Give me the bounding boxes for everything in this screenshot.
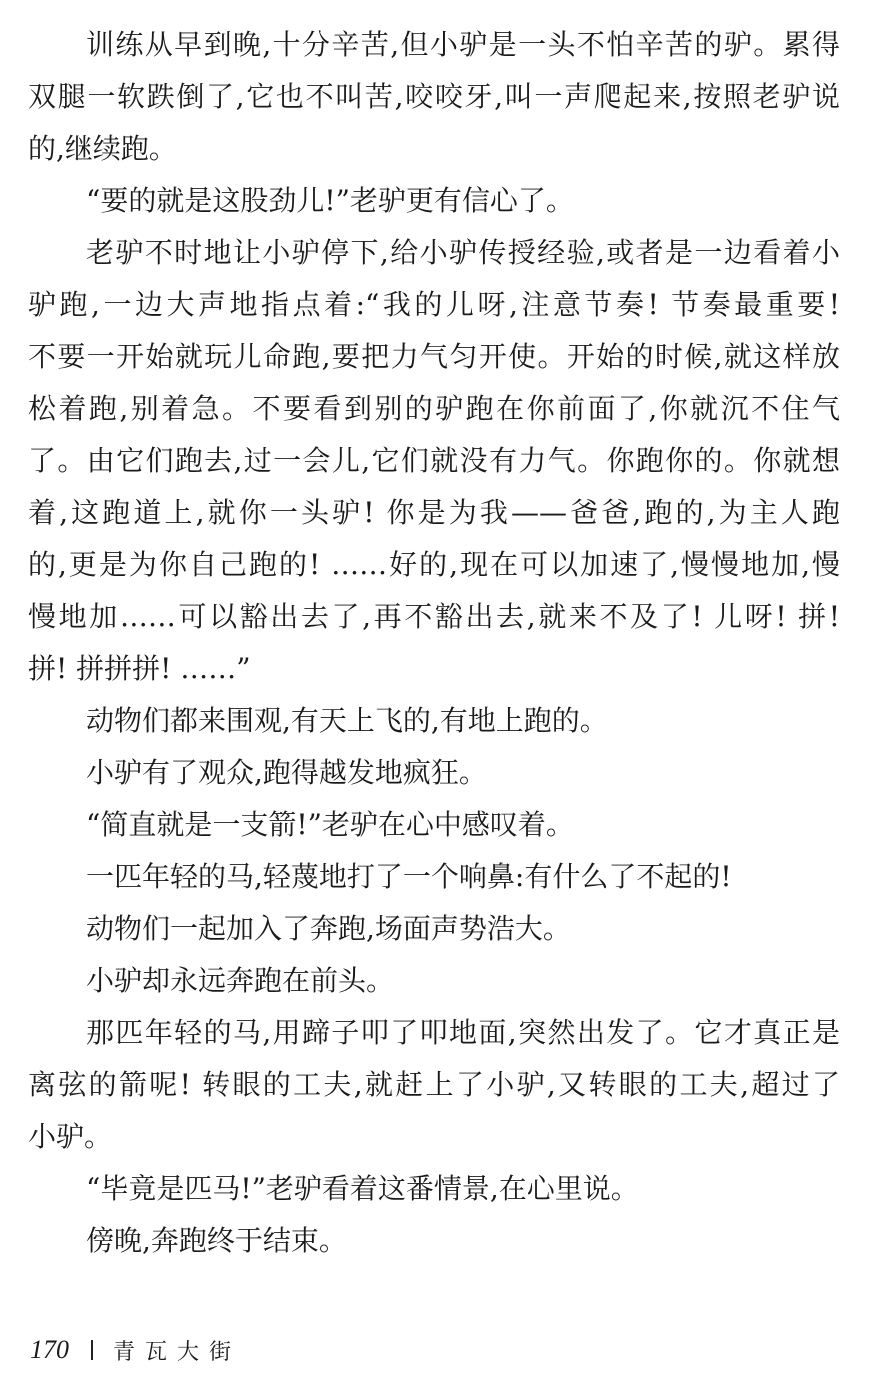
text-line: 拼! 拼拼拼! ……”	[28, 652, 251, 685]
text-line: 松着跑,别着急。不要看到别的驴跑在你前面了,你就沉不住气	[28, 392, 840, 425]
text-line: 了。由它们跑去,过一会儿,它们就没有力气。你跑你的。你就想	[28, 444, 840, 477]
text-line: 小驴却永远奔跑在前头。	[86, 964, 395, 997]
text-line: 离弦的箭呢! 转眼的工夫,就赶上了小驴,又转眼的工夫,超过了	[28, 1068, 840, 1101]
text-line: 训练从早到晚,十分辛苦,但小驴是一头不怕辛苦的驴。累得	[86, 28, 840, 61]
text-line: 小驴有了观众,跑得越发地疯狂。	[86, 756, 487, 789]
text-line: 不要一开始就玩儿命跑,要把力气匀开使。开始的时候,就这样放	[28, 340, 840, 373]
paragraph	[28, 695, 840, 747]
paragraph	[28, 1163, 840, 1215]
paragraph	[28, 1215, 840, 1267]
page-number: 170	[30, 1335, 69, 1364]
page-body	[28, 19, 840, 1267]
paragraph	[28, 227, 840, 695]
text-line: 傍晚,奔跑终于结束。	[86, 1224, 347, 1257]
paragraph	[28, 851, 840, 903]
paragraph	[28, 903, 840, 955]
text-line: 的,更是为你自己跑的! ……好的,现在可以加速了,慢慢地加,慢	[28, 548, 840, 581]
paragraph	[28, 747, 840, 799]
text-line: “简直就是一支箭!”老驴在心中感叹着。	[86, 808, 574, 841]
text-line: 慢地加……可以豁出去了,再不豁出去,就来不及了! 儿呀! 拼!	[28, 600, 840, 633]
text-line: 动物们都来围观,有天上飞的,有地上跑的。	[86, 704, 608, 737]
text-line: 一匹年轻的马,轻蔑地打了一个响鼻:有什么了不起的!	[86, 860, 732, 893]
paragraph	[28, 19, 840, 175]
text-line: 那匹年轻的马,用蹄子叩了叩地面,突然出发了。它才真正是	[86, 1016, 840, 1049]
paragraph	[28, 799, 840, 851]
footer-divider	[91, 1340, 93, 1360]
text-line: 动物们一起加入了奔跑,场面声势浩大。	[86, 912, 571, 945]
text-line: 的,继续跑。	[28, 132, 177, 165]
text-line: “毕竟是匹马!”老驴看着这番情景,在心里说。	[86, 1172, 639, 1205]
text-line: 着,这跑道上,就你一头驴! 你是为我——爸爸,跑的,为主人跑	[28, 496, 840, 529]
paragraph	[28, 175, 840, 227]
paragraph	[28, 955, 840, 1007]
page-footer	[30, 1332, 241, 1368]
text-line: 双腿一软跌倒了,它也不叫苦,咬咬牙,叫一声爬起来,按照老驴说	[28, 80, 840, 113]
text-line: 老驴不时地让小驴停下,给小驴传授经验,或者是一边看着小	[86, 236, 840, 269]
text-line: “要的就是这股劲儿!”老驴更有信心了。	[86, 184, 574, 217]
paragraph	[28, 1007, 840, 1163]
book-title: 青瓦大街	[113, 1339, 242, 1365]
text-line: 驴跑,一边大声地指点着:“我的儿呀,注意节奏! 节奏最重要!	[28, 288, 840, 321]
text-line: 小驴。	[28, 1120, 113, 1153]
